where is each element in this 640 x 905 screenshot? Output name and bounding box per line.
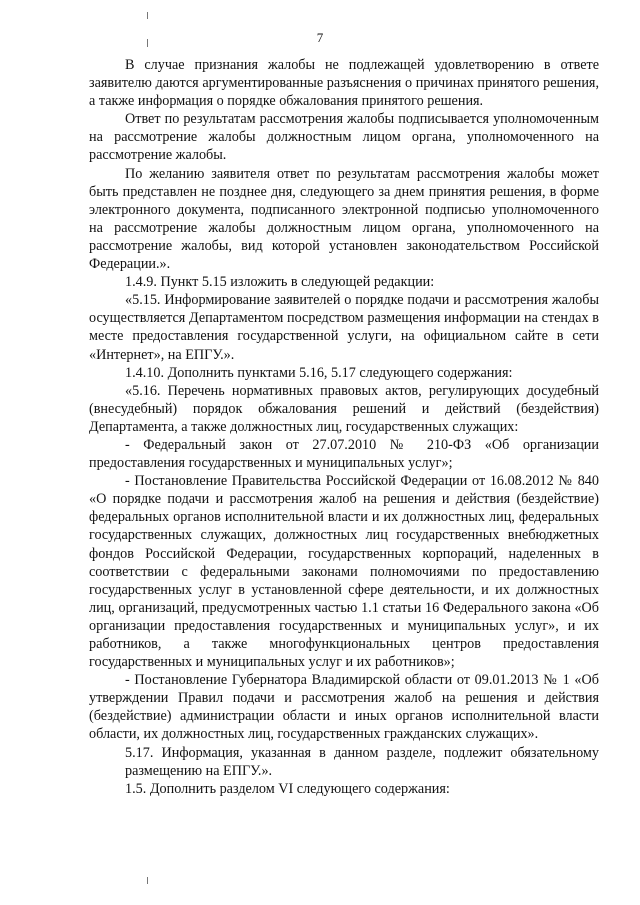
scan-mark	[147, 877, 148, 884]
scan-mark	[147, 12, 148, 19]
paragraph: 1.5. Дополнить разделом VI следующего содержания:	[125, 780, 450, 797]
paragraph: Ответ по результатам рассмотрения жалобы подписывается уполномоченным на рассмотрение жалобы должностным лицом органа, уполномоченного на рассмотрение жалобы.	[89, 111, 599, 164]
page-number: 7	[316, 30, 324, 45]
paragraph: 5.17. Информация, указанная в данном разделе, подлежит обязательному размещению на ЕПГУ.».	[125, 744, 599, 779]
document-body	[89, 56, 599, 798]
paragraph: «5.16. Перечень нормативных правовых актов, регулирующих досудебный (внесудебный) порядок обжалования решений и действий (бездействия) Департамента, а также должностных лиц, государственных служащих:	[89, 382, 599, 435]
paragraph: - Постановление Правительства Российской Федерации от 16.08.2012 № 840 «О порядке подачи и рассмотрения жалоб на решения и действия (бездействие) федеральных органов исполнительной власти и их должностных лиц, федеральных государственных служащих, должностных лиц государственных внебюджетных фондов Российской Федерации, государственных корпораций, наделенных в соответствии с федеральными законами полномочиями по предоставлению государственных услуг в установленной сфере деятельности, и их должностных лиц, организаций, предусмотренных частью 1.1 статьи 16 Федерального закона «Об организации предоставления государственных и муниципальных услуг», и их работников, а также многофункциональных центров предоставления государственных и муниципальных услуг и их работников»;	[89, 473, 599, 671]
paragraph: 1.4.9. Пункт 5.15 изложить в следующей редакции:	[125, 274, 435, 291]
paragraph: 1.4.10. Дополнить пунктами 5.16, 5.17 следующего содержания:	[125, 364, 513, 381]
paragraph: - Постановление Губернатора Владимирской области от 09.01.2013 № 1 «Об утверждении Правил подачи и рассмотрения жалоб на решения и действия (бездействие) администрации области и иных органов исполнительной власти области, их должностных лиц, государственных гражданских служащих».	[89, 672, 599, 743]
paragraph: В случае признания жалобы не подлежащей удовлетворению в ответе заявителю даются аргументированные разъяснения о причинах принятого решения, а также информация о порядке обжалования принятого решения.	[89, 57, 599, 110]
paragraph: По желанию заявителя ответ по результатам рассмотрения жалобы может быть представлен не позднее дня, следующего за днем принятия решения, в форме электронного документа, подписанного электронной подписью уполномоченного на рассмотрение жалобы должностным лицом органа, уполномоченного на рассмотрение жалобы, вид которой установлен законодательством Российской Федерации.».	[89, 165, 599, 273]
paragraph: «5.15. Информирование заявителей о порядке подачи и рассмотрения жалобы осуществляется Департаментом посредством размещения информации на стендах в месте предоставления государственной услуги, на официальном сайте в сети «Интернет», на ЕПГУ.».	[89, 292, 599, 363]
paragraph: - Федеральный закон от 27.07.2010 № 210-ФЗ «Об организации предоставления государственных и муниципальных услуг»;	[89, 436, 599, 472]
